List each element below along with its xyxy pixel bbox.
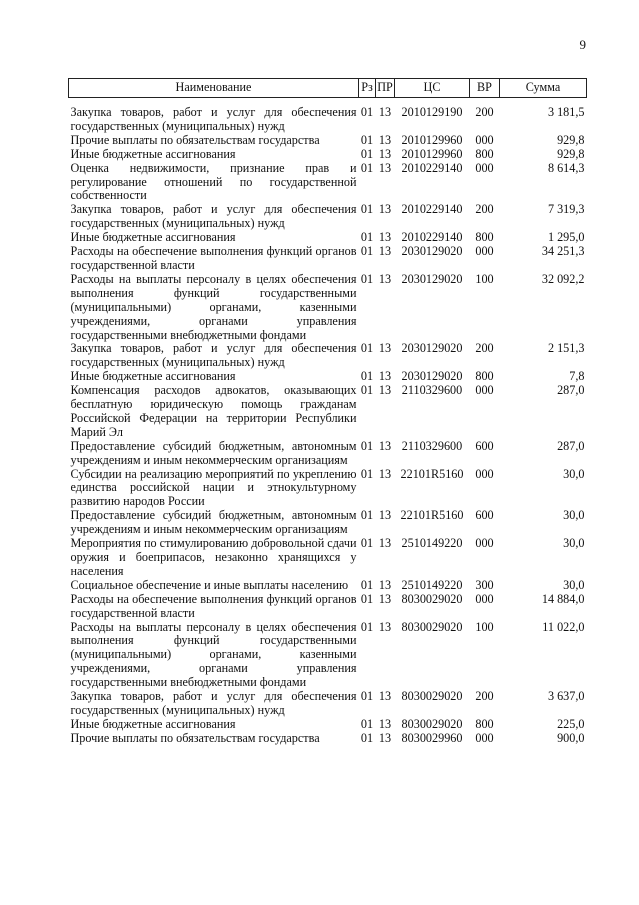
row-name: Оценка недвижимости, признание прав и регулирование отношений по государственной собственности <box>70 160 357 203</box>
row-rz: 01 <box>360 466 374 481</box>
row-rz: 01 <box>360 438 374 453</box>
row-cs: 22101R5160 <box>400 508 464 523</box>
row-vr: 100 <box>475 619 494 634</box>
row-name: Закупка товаров, работ и услуг для обеспечения государственных (муниципальных) нужд <box>70 341 357 370</box>
row-pr: 13 <box>378 689 392 704</box>
row-pr: 13 <box>378 508 392 523</box>
row-sum: 900,0 <box>557 730 585 745</box>
row-vr: 200 <box>475 105 494 119</box>
row-sum: 30,0 <box>563 466 585 481</box>
table-row <box>69 468 587 510</box>
row-pr: 13 <box>378 591 392 606</box>
row-rz: 01 <box>360 716 374 731</box>
row-cs: 2030129020 <box>401 369 463 384</box>
row-pr: 13 <box>378 244 392 259</box>
row-name: Социальное обеспечение и иные выплаты населению <box>70 577 349 592</box>
row-sum: 11 022,0 <box>542 619 585 634</box>
row-vr: 000 <box>475 536 494 551</box>
row-cs: 2510149220 <box>401 536 463 551</box>
row-rz: 01 <box>360 230 374 245</box>
table-row <box>69 537 587 579</box>
row-cs: 2030129020 <box>401 341 463 356</box>
table-row <box>69 440 587 468</box>
row-sum: 929,8 <box>557 132 585 147</box>
row-name: Закупка товаров, работ и услуг для обеспечения государственных (муниципальных) нужд <box>70 105 357 133</box>
row-cs: 8030029020 <box>401 619 463 634</box>
table-row <box>69 162 587 204</box>
table-row <box>69 384 587 440</box>
row-sum: 30,0 <box>563 536 585 551</box>
row-vr: 800 <box>475 716 494 731</box>
row-pr: 13 <box>378 146 392 161</box>
row-pr: 13 <box>378 577 392 592</box>
row-name: Закупка товаров, работ и услуг для обеспечения государственных (муниципальных) нужд <box>70 689 357 717</box>
row-sum: 225,0 <box>557 716 585 731</box>
row-vr: 200 <box>475 341 494 356</box>
row-name: Прочие выплаты по обязательствам государства <box>70 132 320 147</box>
row-rz: 01 <box>360 730 374 745</box>
row-cs: 2110329600 <box>401 438 463 453</box>
row-cs: 8030029960 <box>401 730 463 745</box>
row-vr: 000 <box>475 466 494 481</box>
header-cs: ЦС <box>395 79 470 98</box>
row-sum: 30,0 <box>563 508 585 523</box>
row-pr: 13 <box>378 466 392 481</box>
row-cs: 2010129960 <box>401 132 463 147</box>
row-rz: 01 <box>360 536 374 551</box>
row-cs: 2010229140 <box>401 230 463 245</box>
header-sum: Сумма <box>500 79 587 98</box>
row-cs: 2030129020 <box>401 271 463 286</box>
row-pr: 13 <box>378 369 392 384</box>
row-rz: 01 <box>360 591 374 606</box>
table-row <box>69 690 587 718</box>
row-rz: 01 <box>360 160 374 175</box>
row-cs: 2010129190 <box>401 105 463 119</box>
row-sum: 8 614,3 <box>547 160 585 175</box>
row-name: Расходы на выплаты персоналу в целях обеспечения выполнения функций государственными (муниципальными) органами, казенными учреждениями, органами управления государственными внебюджетными фондами <box>70 271 357 342</box>
row-vr: 000 <box>475 383 494 398</box>
row-rz: 01 <box>360 146 374 161</box>
row-rz: 01 <box>360 369 374 384</box>
row-sum: 32 092,2 <box>541 271 585 286</box>
row-name: Субсидии на реализацию мероприятий по укреплению единства российской нации и этнокультурному развитию народов России <box>70 466 357 509</box>
table-row <box>69 621 587 691</box>
table-row <box>69 134 587 148</box>
row-sum: 1 295,0 <box>547 230 585 245</box>
row-sum: 287,0 <box>557 383 585 398</box>
row-sum: 929,8 <box>557 146 585 161</box>
row-cs: 2010229140 <box>401 202 463 217</box>
row-name: Мероприятия по стимулированию добровольной сдачи оружия и боеприпасов, незаконно хранящихся у населения <box>70 536 357 578</box>
row-cs: 2030129020 <box>401 244 463 259</box>
row-name: Расходы на обеспечение выполнения функций органов государственной власти <box>70 244 357 272</box>
row-rz: 01 <box>360 577 374 592</box>
row-cs: 2010129960 <box>401 146 463 161</box>
table-row <box>69 732 587 746</box>
page-number: 9 <box>579 37 586 52</box>
table-row <box>69 579 587 593</box>
row-vr: 800 <box>475 146 494 161</box>
row-cs: 2110329600 <box>401 383 463 398</box>
row-name: Расходы на обеспечение выполнения функций органов государственной власти <box>70 591 357 620</box>
row-rz: 01 <box>360 383 374 398</box>
row-rz: 01 <box>360 105 374 119</box>
row-pr: 13 <box>378 619 392 634</box>
row-pr: 13 <box>378 160 392 175</box>
header-name: Наименование <box>69 79 359 98</box>
table-header-row <box>69 79 587 98</box>
row-cs: 2010229140 <box>401 160 463 175</box>
table-row <box>69 718 587 732</box>
row-vr: 000 <box>475 132 494 147</box>
row-pr: 13 <box>378 341 392 356</box>
row-name: Компенсация расходов адвокатов, оказывающих бесплатную юридическую помощь гражданам Российской Федерации на территории Республики Марий Эл <box>70 383 357 439</box>
table-row <box>69 203 587 231</box>
table-row <box>69 370 587 384</box>
row-vr: 200 <box>475 689 494 704</box>
row-name: Иные бюджетные ассигнования <box>70 146 236 161</box>
row-name: Прочие выплаты по обязательствам государства <box>70 730 320 745</box>
row-vr: 800 <box>475 369 494 384</box>
row-pr: 13 <box>378 230 392 245</box>
row-vr: 000 <box>475 244 494 259</box>
row-cs: 22101R5160 <box>400 466 464 481</box>
row-sum: 7 319,3 <box>547 202 585 217</box>
row-rz: 01 <box>360 508 374 523</box>
table-row <box>69 231 587 245</box>
row-rz: 01 <box>360 341 374 356</box>
row-sum: 30,0 <box>563 577 585 592</box>
table-row <box>69 509 587 537</box>
row-vr: 800 <box>475 230 494 245</box>
row-rz: 01 <box>360 202 374 217</box>
budget-table <box>68 78 587 746</box>
row-sum: 3 637,0 <box>547 689 585 704</box>
row-name: Предоставление субсидий бюджетным, автономным учреждениям и иным некоммерческим организациям <box>70 438 357 467</box>
header-pr: ПР <box>376 79 395 98</box>
row-vr: 100 <box>475 271 494 286</box>
row-pr: 13 <box>378 438 392 453</box>
row-vr: 600 <box>475 508 494 523</box>
row-name: Предоставление субсидий бюджетным, автономным учреждениям и иным некоммерческим организациям <box>70 508 357 537</box>
table-row <box>69 106 587 134</box>
row-name: Закупка товаров, работ и услуг для обеспечения государственных (муниципальных) нужд <box>70 202 357 231</box>
row-vr: 000 <box>475 160 494 175</box>
row-sum: 2 151,3 <box>547 341 585 356</box>
row-cs: 2510149220 <box>401 577 463 592</box>
table-row <box>69 148 587 162</box>
row-sum: 34 251,3 <box>541 244 585 259</box>
row-cs: 8030029020 <box>401 689 463 704</box>
row-rz: 01 <box>360 132 374 147</box>
row-vr: 300 <box>475 577 494 592</box>
table-row <box>69 273 587 343</box>
row-cs: 8030029020 <box>401 716 463 731</box>
header-rz: Рз <box>359 79 376 98</box>
row-pr: 13 <box>378 716 392 731</box>
row-pr: 13 <box>378 132 392 147</box>
row-sum: 3 181,5 <box>547 105 585 119</box>
row-sum: 287,0 <box>557 438 585 453</box>
row-pr: 13 <box>378 202 392 217</box>
row-name: Иные бюджетные ассигнования <box>70 369 236 384</box>
row-vr: 200 <box>475 202 494 217</box>
table-row <box>69 245 587 273</box>
row-sum: 7,8 <box>569 369 585 384</box>
row-vr: 600 <box>475 438 494 453</box>
header-vr: ВР <box>470 79 500 98</box>
table-row <box>69 342 587 370</box>
row-pr: 13 <box>378 105 392 119</box>
row-name: Иные бюджетные ассигнования <box>70 716 236 731</box>
row-name: Иные бюджетные ассигнования <box>70 230 236 245</box>
row-name: Расходы на выплаты персоналу в целях обеспечения выполнения функций государственными (муниципальными) органами, казенными учреждениями, органами управления государственными внебюджетными фондами <box>70 619 357 690</box>
table-row <box>69 593 587 621</box>
row-sum: 14 884,0 <box>541 591 585 606</box>
row-pr: 13 <box>378 271 392 286</box>
row-cs: 8030029020 <box>401 591 463 606</box>
row-pr: 13 <box>378 536 392 551</box>
row-rz: 01 <box>360 619 374 634</box>
row-rz: 01 <box>360 271 374 286</box>
row-vr: 000 <box>475 591 494 606</box>
row-rz: 01 <box>360 244 374 259</box>
row-vr: 000 <box>475 730 494 745</box>
row-rz: 01 <box>360 689 374 704</box>
row-pr: 13 <box>378 730 392 745</box>
row-pr: 13 <box>378 383 392 398</box>
